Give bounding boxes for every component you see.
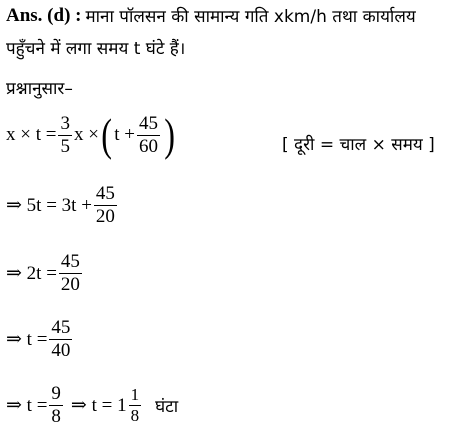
eq1-inner: t + — [114, 124, 136, 145]
heading-text: प्रश्नानुसार– — [6, 79, 73, 99]
eq5-lhs: ⇒ t = — [6, 394, 48, 416]
eq5-mixed-numerator: 1 — [130, 385, 140, 405]
eq5-mixed-number — [71, 386, 143, 425]
eq1-fraction-1-denominator: 5 — [60, 135, 70, 157]
eq5-numerator: 9 — [51, 383, 61, 404]
eq1-mid: x × — [73, 124, 99, 145]
eq3-numerator: 45 — [60, 251, 80, 272]
answer-text-line-2: पहुँचने में लगा समय t घंटे हैं। — [6, 39, 186, 59]
equation-1-note — [282, 132, 435, 156]
answer-line-2 — [6, 36, 185, 60]
equation-1 — [6, 109, 177, 160]
eq3-denominator: 20 — [60, 273, 80, 295]
eq1-fraction-2-denominator: 60 — [139, 135, 159, 157]
answer-line-1 — [6, 4, 416, 27]
eq5-mixed-denominator: 8 — [130, 405, 140, 425]
equation-4 — [6, 318, 74, 361]
eq2-fraction — [94, 184, 117, 227]
eq2-denominator: 20 — [95, 205, 115, 227]
eq4-denominator: 40 — [51, 339, 71, 361]
eq1-fraction-2 — [137, 114, 160, 157]
eq4-numerator: 45 — [51, 317, 71, 338]
eq5-denominator: 8 — [51, 405, 61, 427]
eq2-numerator: 45 — [95, 183, 115, 204]
eq1-fraction-1-numerator: 3 — [60, 112, 70, 134]
answer-text-line-1: माना पॉलसन की सामान्य गति xkm/h तथा कार्यालय — [85, 7, 416, 27]
eq1-right-paren: ) — [164, 109, 176, 160]
eq1-fraction-1 — [58, 114, 72, 157]
eq3-fraction — [59, 252, 82, 295]
eq4-fraction — [49, 318, 72, 361]
eq1-fraction-2-numerator: 45 — [139, 112, 159, 134]
eq5-fraction — [49, 384, 63, 427]
equation-5 — [6, 384, 178, 427]
eq1-note-text: [ दूरी = चाल × समय ] — [282, 135, 435, 155]
eq3-lhs: ⇒ 2t = — [6, 262, 57, 284]
answer-label: Ans. (d) : — [6, 4, 82, 26]
equation-2 — [6, 184, 119, 227]
eq2-lhs: ⇒ 5t = 3t + — [6, 194, 92, 216]
eq5-mid: ⇒ t = 1 — [70, 394, 127, 416]
eq1-lhs: x × t = — [6, 124, 57, 145]
eq5-mixed-fraction — [129, 386, 142, 425]
solution-heading — [6, 76, 73, 100]
equation-3 — [6, 252, 84, 295]
eq5-unit: घंटा — [155, 396, 179, 417]
eq1-left-paren: ( — [101, 109, 112, 160]
eq4-lhs: ⇒ t = — [6, 328, 48, 350]
